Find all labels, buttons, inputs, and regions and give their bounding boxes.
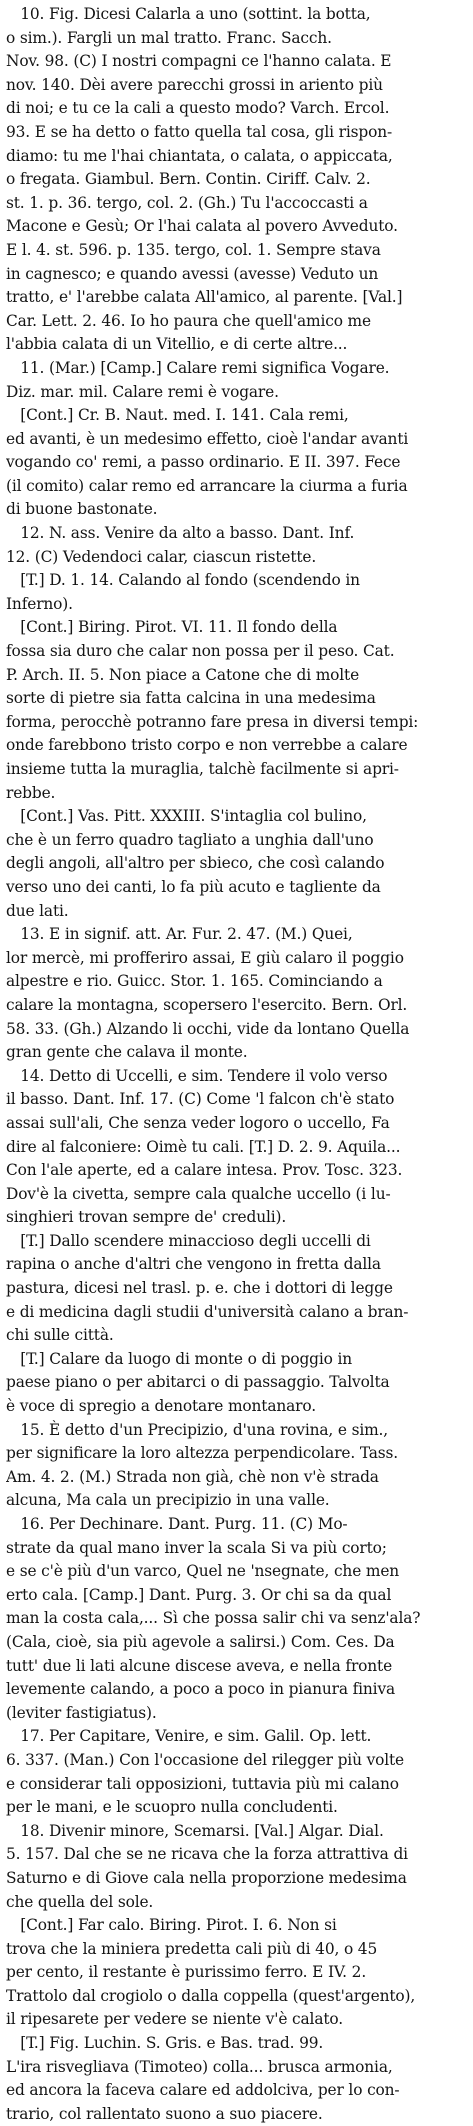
text-line: Con l'ale aperte, ed a calare intesa. Prov. Tosc. 323.: [6, 1161, 403, 1180]
text-line: [T.] D. 1. 14. Calando al fondo (scendendo in: [6, 571, 360, 590]
text-line: Car. Lett. 2. 46. Io ho paura che quell'amico me: [6, 311, 371, 330]
text-line: è voce di spregio a denotare montanaro.: [6, 1397, 316, 1416]
text-line: di buone bastonate.: [6, 500, 158, 519]
text-line: [Cont.] Cr. B. Naut. med. I. 141. Cala remi,: [6, 406, 349, 425]
text-line: 16. Per Dechinare. Dant. Purg. 11. (C) Mo-: [6, 1515, 348, 1533]
text-line: [Cont.] Biring. Pirot. VI. 11. Il fondo della: [6, 618, 338, 637]
text-line: forma, perocchè potranno fare presa in diversi tempi:: [6, 712, 419, 731]
text-line: 14. Detto di Uccelli, e sim. Tendere il volo verso: [6, 1066, 388, 1085]
text-line: 58. 33. (Gh.) Alzando li occhi, vide da lontano Quella: [6, 1019, 410, 1038]
text-line: in cagnesco; e quando avessi (avesse) Veduto un: [6, 264, 379, 283]
text-line: sorte di pietre sia fatta calcina in una medesima: [6, 689, 376, 708]
text-line: Macone e Gesù; Or l'hai calata al povero Avveduto.: [6, 217, 398, 236]
text-line: rebbe.: [6, 783, 56, 802]
text-line: tratto, e' l'arebbe calata All'amico, al parente. [Val.]: [6, 288, 403, 307]
text-line: diamo: tu me l'hai chiantata, o calata, o appiccata,: [6, 146, 393, 165]
text-line: Inferno).: [6, 594, 73, 613]
text-line: levemente calando, a poco a poco in pianura finiva: [6, 1680, 396, 1699]
text-line: o sim.). Fargli un mal tratto. Franc. Sacch.: [6, 28, 332, 47]
text-line: st. 1. p. 36. tergo, col. 2. (Gh.) Tu l'accoccasti a: [6, 193, 368, 212]
text-line: tutt' due li lati alcune discese aveva, e nella fronte: [6, 1656, 393, 1675]
text-line: Saturno e di Giove cala nella proporzione medesima: [6, 1868, 407, 1887]
text-line: e considerar tali opposizioni, tuttavia più mi calano: [6, 1774, 399, 1793]
text-line: 12. N. ass. Venire da alto a basso. Dant. Inf.: [6, 524, 355, 543]
text-line: alpestre e rio. Guicc. Stor. 1. 165. Cominciando a: [6, 972, 383, 991]
text-line: [Cont.] Vas. Pitt. XXXIII. S'intaglia col bulino,: [6, 807, 367, 826]
text-line: singhieri trovan sempre de' creduli).: [6, 1208, 287, 1227]
text-line: strate da qual mano inver la scala Si va più corto;: [6, 1538, 387, 1557]
text-line: che quella del sole.: [6, 1892, 154, 1911]
text-line: pastura, dicesi nel trasl. p. e. che i dottori di legge: [6, 1279, 393, 1298]
text-line: nov. 140. Dèi avere parecchi grossi in ariento più: [6, 75, 383, 94]
text-line: 11. (Mar.) [Camp.] Calare remi significa Vogare.: [6, 358, 390, 377]
text-line: vogando co' remi, a passo ordinario. E II. 397. Fece: [6, 453, 401, 472]
text-line: Nov. 98. (C) I nostri compagni ce l'hanno calata. E: [6, 52, 392, 71]
text-line: calare la montagna, scopersero l'esercito. Bern. Orl.: [6, 995, 408, 1014]
text-line: chi sulle città.: [6, 1326, 114, 1345]
text-line: E l. 4. st. 596. p. 135. tergo, col. 1. Sempre stava: [6, 240, 381, 259]
text-line: rapina o anche d'altri che vengono in fretta dalla: [6, 1255, 381, 1274]
text-line: P. Arch. II. 5. Non piace a Catone che di molte: [6, 665, 360, 684]
text-line: l'abbia calata di un Vitellio, e di certe altre...: [6, 335, 348, 354]
text-line: man la costa cala,... Sì che possa salir chi va senz'ala?: [6, 1609, 421, 1628]
text-line: o fregata. Giambul. Bern. Contin. Ciriff. Calv. 2.: [6, 170, 371, 189]
text-line: (leviter fastigiatus).: [6, 1703, 157, 1722]
text-line: 6. 337. (Man.) Con l'occasione del rilegger più volte: [6, 1750, 405, 1769]
text-line: Trattolo dal crogiolo o dalla coppella (quest'argento),: [6, 1986, 416, 2005]
text-line: per le mani, e le scuopro nulla concludenti.: [6, 1798, 338, 1817]
text-line: 18. Divenir minore, Scemarsi. [Val.] Algar. Dial.: [6, 1821, 384, 1840]
text-line: 93. E se ha detto o fatto quella tal cosa, gli rispon-: [6, 122, 393, 141]
text-line: [T.] Fig. Luchin. S. Gris. e Bas. trad. 99.: [6, 2034, 324, 2053]
text-line: il basso. Dant. Inf. 17. (C) Come 'l falcon ch'è stato: [6, 1090, 395, 1109]
text-line: 12. (C) Vedendoci calar, ciascun ristette.: [6, 547, 317, 566]
text-line: paese piano o per abitarci o di passaggio. Talvolta: [6, 1373, 390, 1392]
text-line: alcuna, Ma cala un precipizio in una valle.: [6, 1491, 330, 1510]
text-line: il ripesarete per vedere se niente v'è calato.: [6, 2010, 343, 2029]
text-line: dire al falconiere: Oimè tu cali. [T.] D. 2. 9. Aquila...: [6, 1137, 401, 1156]
text-line: (il comito) calar remo ed arrancare la ciurma a furia: [6, 476, 408, 495]
text-line: gran gente che calava il monte.: [6, 1043, 248, 1062]
text-line: per significare la loro altezza perpendicolare. Tass.: [6, 1444, 399, 1463]
text-line: per cento, il restante è purissimo ferro. E IV. 2.: [6, 1963, 367, 1982]
text-line: verso uno dei canti, lo fa più acuto e tagliente da: [6, 877, 381, 896]
text-line: [Cont.] Far calo. Biring. Pirot. I. 6. Non si: [6, 1916, 337, 1935]
text-line: lor mercè, mi profferiro assai, E giù calaro il poggio: [6, 948, 404, 967]
text-line: onde farebbono tristo corpo e non verrebbe a calare: [6, 736, 408, 755]
text-line: insieme tutta la muraglia, talchè facilmente si apri-: [6, 760, 399, 778]
text-line: ed avanti, è un medesimo effetto, cioè l'andar avanti: [6, 429, 409, 448]
text-line: di noi; e tu ce la cali a questo modo? Varch. Ercol.: [6, 99, 390, 118]
text-line: (Cala, cioè, sia più agevole a salirsi.) Com. Ces. Da: [6, 1632, 395, 1651]
text-line: 10. Fig. Dicesi Calarla a uno (sottint. la botta,: [6, 5, 371, 23]
text-line: 13. E in signif. att. Ar. Fur. 2. 47. (M.) Quei,: [6, 925, 353, 944]
text-line: [T.] Calare da luogo di monte o di poggio in: [6, 1349, 353, 1368]
text-line: 15. È detto d'un Precipizio, d'una rovina, e sim.,: [6, 1420, 389, 1439]
text-line: trario, col rallentato suono a suo piacere.: [6, 2104, 323, 2123]
text-line: Diz. mar. mil. Calare remi è vogare.: [6, 382, 279, 401]
text-line: che è un ferro quadro tagliato a unghia dall'uno: [6, 830, 374, 849]
text-line: Am. 4. 2. (M.) Strada non già, chè non v'è strada: [6, 1467, 379, 1486]
text-line: 5. 157. Dal che se ne ricava che la forza attrattiva di: [6, 1845, 408, 1864]
text-line: assai sull'ali, Che senza veder logoro o uccello, Fa: [6, 1113, 390, 1132]
text-line: ed ancora la faceva calare ed addolciva, per lo con-: [6, 2081, 400, 2100]
text-line: [T.] Dallo scendere minaccioso degli uccelli di: [6, 1231, 371, 1250]
text-line: fossa sia duro che calar non possa per il peso. Cat.: [6, 642, 395, 661]
text-line: e se c'è più d'un varco, Quel ne 'nsegnate, che men: [6, 1562, 400, 1581]
text-line: erto cala. [Camp.] Dant. Purg. 3. Or chi sa da qual: [6, 1585, 392, 1604]
text-line: e di medicina dagli studii d'università calano a bran-: [6, 1302, 409, 1321]
text-line: L'ira risvegliava (Timoteo) colla... brusca armonia,: [6, 2057, 393, 2076]
text-line: due lati.: [6, 901, 69, 920]
text-line: trova che la miniera predetta cali più di 40, o 45: [6, 1939, 378, 1958]
text-line: degli angoli, all'altro per sbieco, che così calando: [6, 854, 385, 873]
text-line: 17. Per Capitare, Venire, e sim. Galil. Op. lett.: [6, 1727, 372, 1746]
text-line: Dov'è la civetta, sempre cala qualche uccello (i lu-: [6, 1184, 391, 1203]
